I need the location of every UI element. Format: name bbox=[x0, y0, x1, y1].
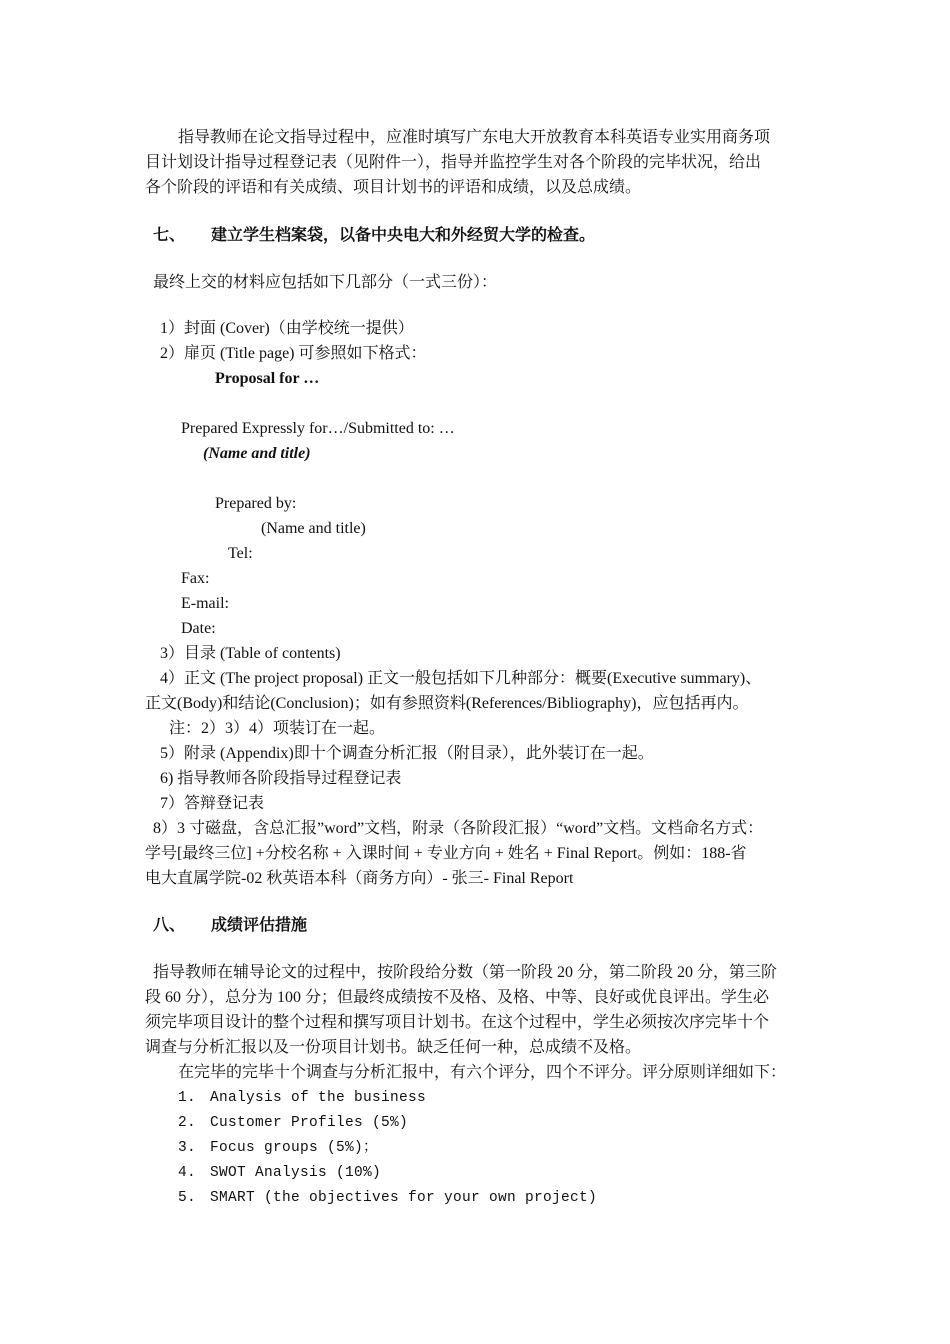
tel-label: Tel: bbox=[228, 545, 253, 562]
email-label: E-mail: bbox=[181, 595, 229, 612]
list-number: 5. bbox=[178, 1190, 197, 1206]
list-text: Focus groups (5%)； bbox=[210, 1140, 378, 1156]
list-item bbox=[178, 1113, 408, 1133]
list-text: SMART (the objectives for your own project) bbox=[210, 1190, 598, 1206]
name-title-bold-italic: (Name and title) bbox=[203, 445, 311, 462]
section-7-heading: 建立学生档案袋，以备中央电大和外经贸大学的检查。 bbox=[211, 227, 596, 244]
list-text: Customer Profiles (5%) bbox=[210, 1115, 409, 1131]
item-guidance-record: 6) 指导教师各阶段指导过程登记表 bbox=[160, 770, 402, 787]
fax-label: Fax: bbox=[181, 570, 210, 587]
item-defense-record: 7）答辩登记表 bbox=[160, 795, 265, 812]
item-disk-line-2: 学号[最终三位] +分校名称 + 入课时间 + 专业方向 + 姓名 + Final Report。例如：188-省 bbox=[145, 845, 747, 862]
section-8-heading: 成绩评估措施 bbox=[211, 917, 308, 934]
grading-line-2: 段 60 分），总分为 100 分；但最终成绩按不及格、及格、中等、良好或优良评出。学生必 bbox=[145, 989, 770, 1006]
section-8-number: 八、 bbox=[153, 917, 186, 934]
list-item bbox=[178, 1088, 426, 1108]
item-appendix: 5）附录 (Appendix)即十个调查分析汇报（附目录），此外装订在一起。 bbox=[160, 745, 654, 762]
intro-line-2: 目计划设计指导过程登记表（见附件一），指导并监控学生对各个阶段的完毕状况，给出 bbox=[145, 154, 762, 171]
list-number: 3. bbox=[178, 1140, 197, 1156]
list-item bbox=[178, 1138, 378, 1158]
item-disk-line-1: 8）3 寸磁盘，含总汇报”word”文档，附录（各阶段汇报）“word”文档。文档命名方式： bbox=[153, 820, 764, 837]
name-title: (Name and title) bbox=[261, 520, 366, 537]
intro-line-1: 指导教师在论文指导过程中，应准时填写广东电大开放教育本科英语专业实用商务项 bbox=[178, 129, 771, 146]
item-cover: 1）封面 (Cover)（由学校统一提供） bbox=[160, 320, 414, 337]
grading-line-4: 调查与分析汇报以及一份项目计划书。缺乏任何一种，总成绩不及格。 bbox=[145, 1039, 642, 1056]
item-body-line-2: 正文(Body)和结论(Conclusion)；如有参照资料(References/Bibliography)，应包括再内。 bbox=[145, 695, 749, 712]
intro-line-3: 各个阶段的评语和有关成绩、项目计划书的评语和成绩，以及总成绩。 bbox=[145, 179, 642, 196]
list-text: Analysis of the business bbox=[210, 1090, 427, 1106]
list-text: SWOT Analysis (10%) bbox=[210, 1165, 382, 1181]
list-number: 1. bbox=[178, 1090, 197, 1106]
prepared-for: Prepared Expressly for…/Submitted to: … bbox=[181, 420, 455, 437]
list-item bbox=[178, 1188, 597, 1208]
date-label: Date: bbox=[181, 620, 216, 637]
item-title-page: 2）扉页 (Title page) 可参照如下格式： bbox=[160, 345, 427, 362]
scoring-intro: 在完毕的完毕十个调查与分析汇报中，有六个评分，四个不评分。评分原则详细如下： bbox=[178, 1064, 787, 1081]
grading-line-3: 须完毕项目设计的整个过程和撰写项目计划书。在这个过程中，学生必须按次序完毕十个 bbox=[145, 1014, 770, 1031]
list-item bbox=[178, 1163, 381, 1183]
item-toc: 3）目录 (Table of contents) bbox=[160, 645, 341, 662]
item-body-line-1: 4）正文 (The project proposal) 正文一般包括如下几种部分：概要(Executive summary)、 bbox=[160, 670, 762, 687]
prepared-by: Prepared by: bbox=[215, 495, 297, 512]
binding-note: 注：2）3）4）项装订在一起。 bbox=[169, 720, 386, 737]
proposal-for: Proposal for … bbox=[215, 370, 320, 387]
item-disk-line-3: 电大直属学院-02 秋英语本科（商务方向）- 张三- Final Report bbox=[145, 870, 574, 887]
section-7-number: 七、 bbox=[153, 227, 186, 244]
materials-intro: 最终上交的材料应包括如下几部分（一式三份）： bbox=[153, 274, 498, 291]
list-number: 4. bbox=[178, 1165, 197, 1181]
list-number: 2. bbox=[178, 1115, 197, 1131]
grading-line-1: 指导教师在辅导论文的过程中，按阶段给分数（第一阶段 20 分，第二阶段 20 分，第三阶 bbox=[153, 964, 778, 981]
